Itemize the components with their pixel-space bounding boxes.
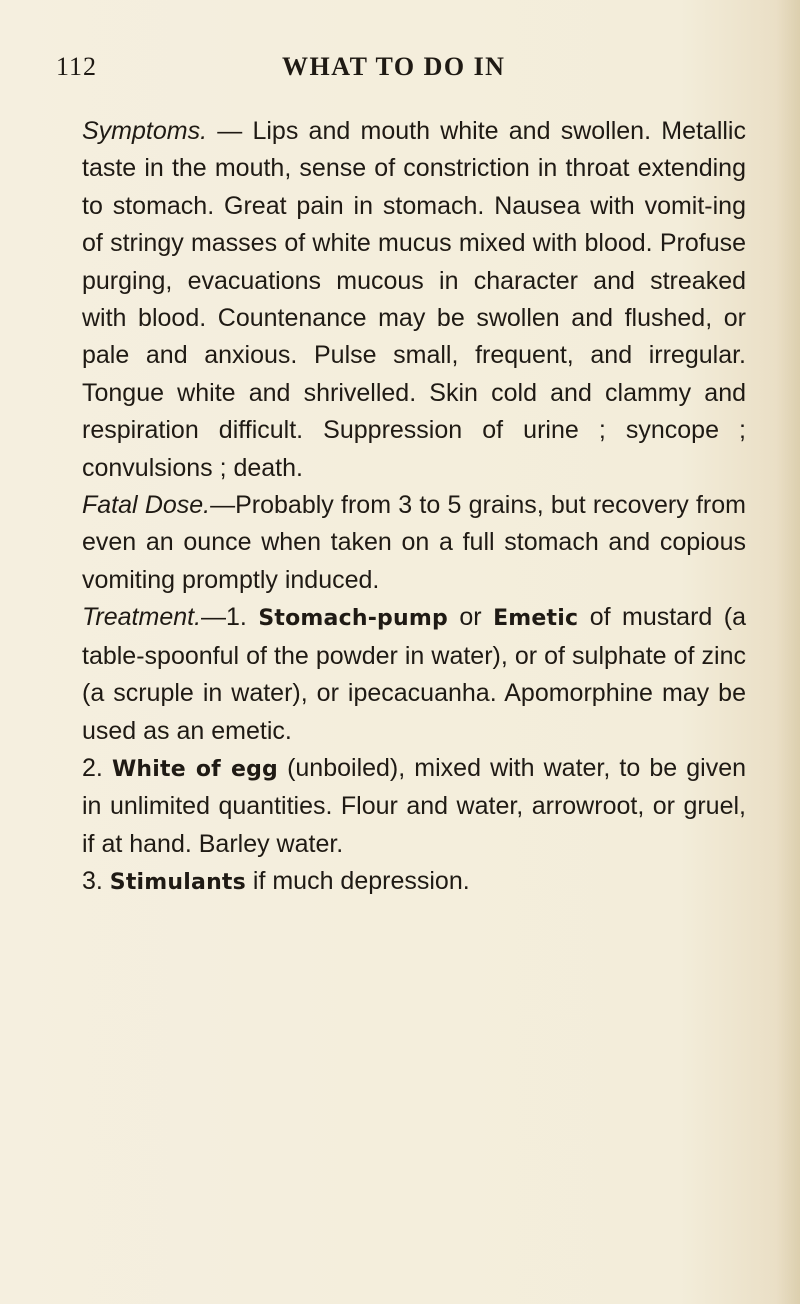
item-3-number: 3. [82, 867, 110, 896]
running-head [56, 52, 746, 88]
treatment-intro: —1. [201, 603, 259, 632]
treatment-term-emetic: Emetic [493, 606, 579, 632]
fatal-dose-heading: Fatal Dose. [82, 491, 211, 520]
item-3-paragraph [56, 863, 746, 901]
item-2-paragraph [56, 750, 746, 863]
fatal-dose-paragraph [56, 487, 746, 599]
symptoms-paragraph [56, 113, 746, 487]
body-text [56, 113, 746, 902]
item-3-text: if much depression. [245, 867, 470, 896]
item-2-number: 2. [82, 753, 112, 782]
item-2-text: (unboiled), mixed with water, to be given in unlimited quantities. Flour and water, arrowroot, or gruel, if at hand. Barley water. [82, 753, 747, 858]
treatment-text: of mustard (a table-spoonful of the powder in water), or of sulphate of zinc (a scruple in water), or ipecacuanha. Apomorphine may be used as an emetic. [82, 603, 746, 745]
fatal-dose-text: —Probably from 3 to 5 grains, but recovery from even an ounce when taken on a full stomach and copious vomiting promptly induced. [82, 491, 746, 594]
page-number: 112 [56, 52, 98, 81]
symptoms-text: — Lips and mouth white and swollen. Metallic taste in the mouth, sense of constriction in throat extending to stomach. Great pain in stomach. Nausea with vomit-ing of stringy masses of white mucus mixed with blood. Profuse purging, evacuations mucous in character and streaked with blood. Countenance may be swollen and flushed, or pale and anxious. Pulse small, frequent, and irregular. Tongue white and shrivelled. Skin cold and clammy and respiration difficult. Suppression of urine ; syncope ; convulsions ; death. [82, 117, 746, 482]
item-2-term: White of egg [111, 756, 278, 782]
treatment-or: or [447, 603, 494, 632]
treatment-term-stomach-pump: Stomach-pump [258, 606, 448, 632]
symptoms-heading: Symptoms. [82, 117, 208, 145]
treatment-heading: Treatment. [82, 603, 202, 632]
treatment-paragraph [56, 599, 746, 750]
item-3-term: Stimulants [109, 870, 246, 896]
running-title: WHAT TO DO IN [282, 52, 506, 81]
